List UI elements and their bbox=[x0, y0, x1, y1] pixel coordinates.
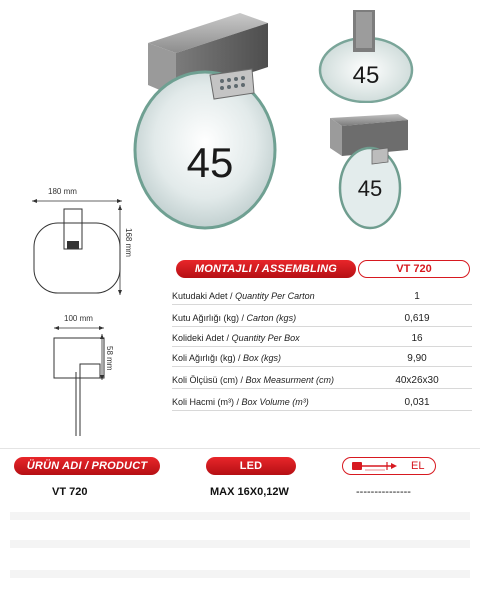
spec-value: 40x26x30 bbox=[395, 374, 439, 386]
bottom-divider bbox=[0, 448, 480, 449]
side-width-label: 100 mm bbox=[64, 314, 93, 323]
spec-label-en: Box Volume (m³) bbox=[241, 397, 309, 407]
main-house-number: 45 bbox=[186, 139, 234, 186]
spec-label-tr: Koli Ağırlığı (kg) bbox=[172, 353, 236, 363]
top-height-label: 168 mm bbox=[124, 228, 133, 257]
spec-label-tr: Koli Ölçüsü (cm) bbox=[172, 375, 239, 385]
spec-value: 0,031 bbox=[404, 396, 430, 408]
el-label: EL bbox=[411, 460, 425, 472]
faint-row-1 bbox=[10, 512, 470, 520]
power-cable-icon bbox=[351, 460, 401, 472]
spec-row: Koli Ölçüsü (cm) / Box Measurment (cm) 40x26x30 bbox=[172, 372, 472, 389]
el-value: --------------- bbox=[356, 486, 411, 498]
spec-value: 0,619 bbox=[404, 312, 430, 324]
top-width-label: 180 mm bbox=[48, 187, 77, 196]
spec-label-tr: Kutu Ağırlığı (kg) bbox=[172, 313, 240, 323]
model-badge: VT 720 bbox=[358, 260, 470, 278]
led-value: MAX 16X0,12W bbox=[210, 486, 289, 498]
spec-row: Kutu Ağırlığı (kg) / Carton (kgs) 0,619 bbox=[172, 310, 472, 327]
spec-label-en: Quantity Per Box bbox=[231, 333, 300, 343]
side-height-label: 58 mm bbox=[105, 346, 114, 371]
spec-row: Koli Hacmi (m³) / Box Volume (m³) 0,031 bbox=[172, 394, 472, 411]
side-view-render bbox=[326, 112, 416, 232]
assembling-label-tr: MONTAJLI bbox=[194, 263, 252, 275]
faint-row-3 bbox=[10, 570, 470, 578]
spec-label-tr: Koli Hacmi (m³) bbox=[172, 397, 234, 407]
spec-label-tr: Kutudaki Adet bbox=[172, 291, 228, 301]
assembling-header bbox=[176, 260, 356, 278]
spec-row: Kolideki Adet / Quantity Per Box 16 bbox=[172, 330, 472, 347]
side-view-house-number: 45 bbox=[357, 176, 383, 201]
faint-row-2 bbox=[10, 540, 470, 548]
front-view-house-number: 45 bbox=[352, 62, 380, 89]
assembling-label-sep: / bbox=[251, 263, 262, 275]
side-dimension-drawing bbox=[40, 320, 140, 440]
product-name-value: VT 720 bbox=[52, 486, 88, 498]
spec-label-en: Box Measurment (cm) bbox=[245, 375, 335, 385]
top-dimension-drawing bbox=[20, 185, 140, 305]
spec-label-tr: Kolideki Adet bbox=[172, 333, 225, 343]
spec-label-en: Box (kgs) bbox=[243, 353, 282, 363]
spec-value: 1 bbox=[414, 290, 420, 302]
spec-label-en: Carton (kgs) bbox=[246, 313, 297, 323]
el-header bbox=[342, 457, 436, 475]
product-name-header: ÜRÜN ADI / PRODUCT bbox=[14, 457, 160, 475]
front-view-render bbox=[316, 8, 416, 103]
assembling-label-en: ASSEMBLING bbox=[261, 263, 338, 275]
main-product-render bbox=[130, 5, 290, 230]
spec-row: Kutudaki Adet / Quantity Per Carton 1 bbox=[172, 288, 472, 305]
led-header: LED bbox=[206, 457, 296, 475]
spec-row: Koli Ağırlığı (kg) / Box (kgs) 9,90 bbox=[172, 350, 472, 367]
spec-value: 9,90 bbox=[407, 352, 427, 364]
spec-value: 16 bbox=[411, 332, 423, 344]
spec-label-en: Quantity Per Carton bbox=[235, 291, 315, 301]
